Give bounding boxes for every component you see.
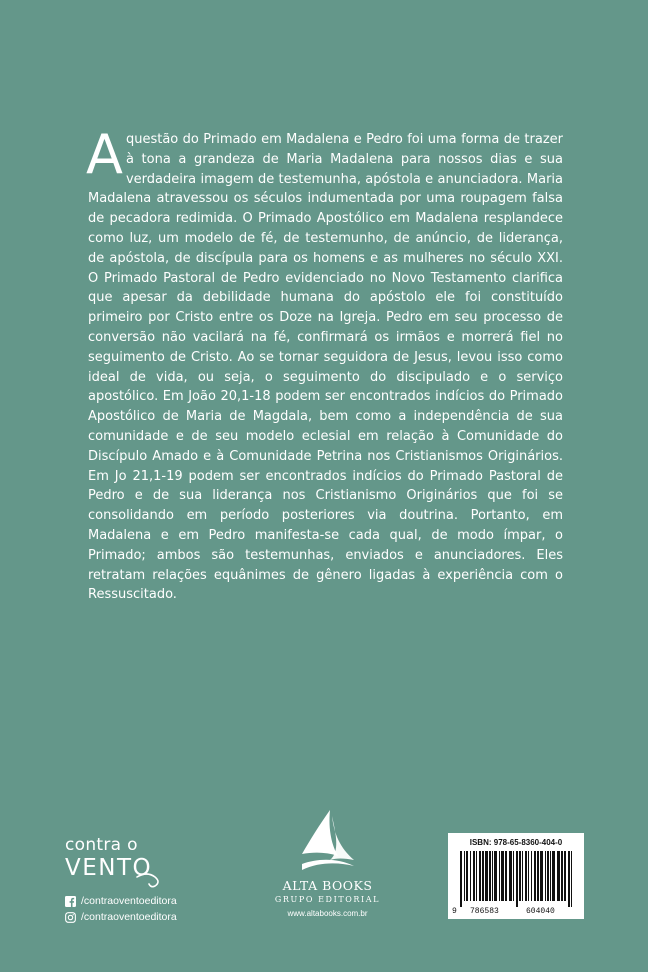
contra-o-vento-logo	[65, 835, 215, 881]
facebook-handle: /contraoventoeditora	[81, 895, 177, 907]
barcode-lead-digit: 9	[452, 907, 457, 916]
barcode	[458, 851, 574, 907]
facebook-link[interactable]	[65, 895, 177, 907]
publisher-name: ALTA BOOKS	[282, 878, 373, 893]
drop-cap: A	[86, 123, 123, 186]
barcode-left-digits: 786583	[470, 907, 499, 916]
synopsis-body: questão do Primado em Madalena e Pedro foi uma forma de trazer à tona a grandeza de Maria Madalena para nossos dias e sua verdadeira imagem de testemunha, apóstola e anunciadora. Maria Madalena atravessou os séculos indumentada por uma roupagem falsa de pecadora redimida. O Primado Apostólico em Madalena resplandece como luz, um modelo de fé, de testemunho, de anúncio, de liderança, de apóstola, de discípula para os homens e as mulheres no século XXI. O Primado Pastoral de Pedro evidenciado no Novo Testamento clarifica que apesar da debilidade humana do apóstolo ele foi constituído primeiro por Cristo entre os Doze na Igreja. Pedro em seu processo de conversão não vacilará na fé, confirmará os irmãos e morrerá fiel no seguimento de Cristo. Ao se tornar seguidora de Jesus, levou isso como ideal de vida, ou seja, o seguimento do discipulado e o serviço apostólico. Em João 20,1-18 podem ser encontrados indícios do Primado Apostólico de Maria de Magdala, bem como a independência de sua comunidade e de seu modelo eclesial em relação à Comunidade do Discípulo Amado e à Comunidade Petrina nos Cristianismos Originários. Em Jo 21,1-19 podem ser encontrados indícios do Primado Pastoral de Pedro e de sua liderança nos Cristianismo Originários que foi se consolidando em período posteriores via doutrina. Portanto, em Madalena e em Pedro manifesta-se cada qual, de modo ímpar, o Primado; ambos são testemunhas, enviados e anunciadores. Eles retratam relações equânimes de gênero ligadas à experiência com o Ressuscitado.	[88, 132, 563, 603]
instagram-link[interactable]	[65, 911, 177, 923]
isbn-label: ISBN: 978-65-8360-404-0	[469, 838, 563, 847]
instagram-handle: /contraoventoeditora	[81, 911, 177, 923]
sail-logo-icon	[296, 808, 360, 876]
barcode-panel	[448, 833, 584, 919]
brand-line-2: VENTO	[65, 855, 153, 881]
publisher-subtitle: GRUPO EDITORIAL	[274, 895, 381, 904]
instagram-icon	[65, 912, 76, 923]
publisher-website[interactable]: www.altabooks.com.br	[287, 909, 368, 918]
synopsis-text	[86, 123, 563, 605]
barcode-right-digits: 604040	[526, 907, 555, 916]
wind-swirl-icon	[135, 873, 165, 889]
brand-line-1: contra o	[65, 835, 138, 855]
alta-books-logo	[255, 808, 400, 918]
facebook-icon	[65, 896, 76, 907]
